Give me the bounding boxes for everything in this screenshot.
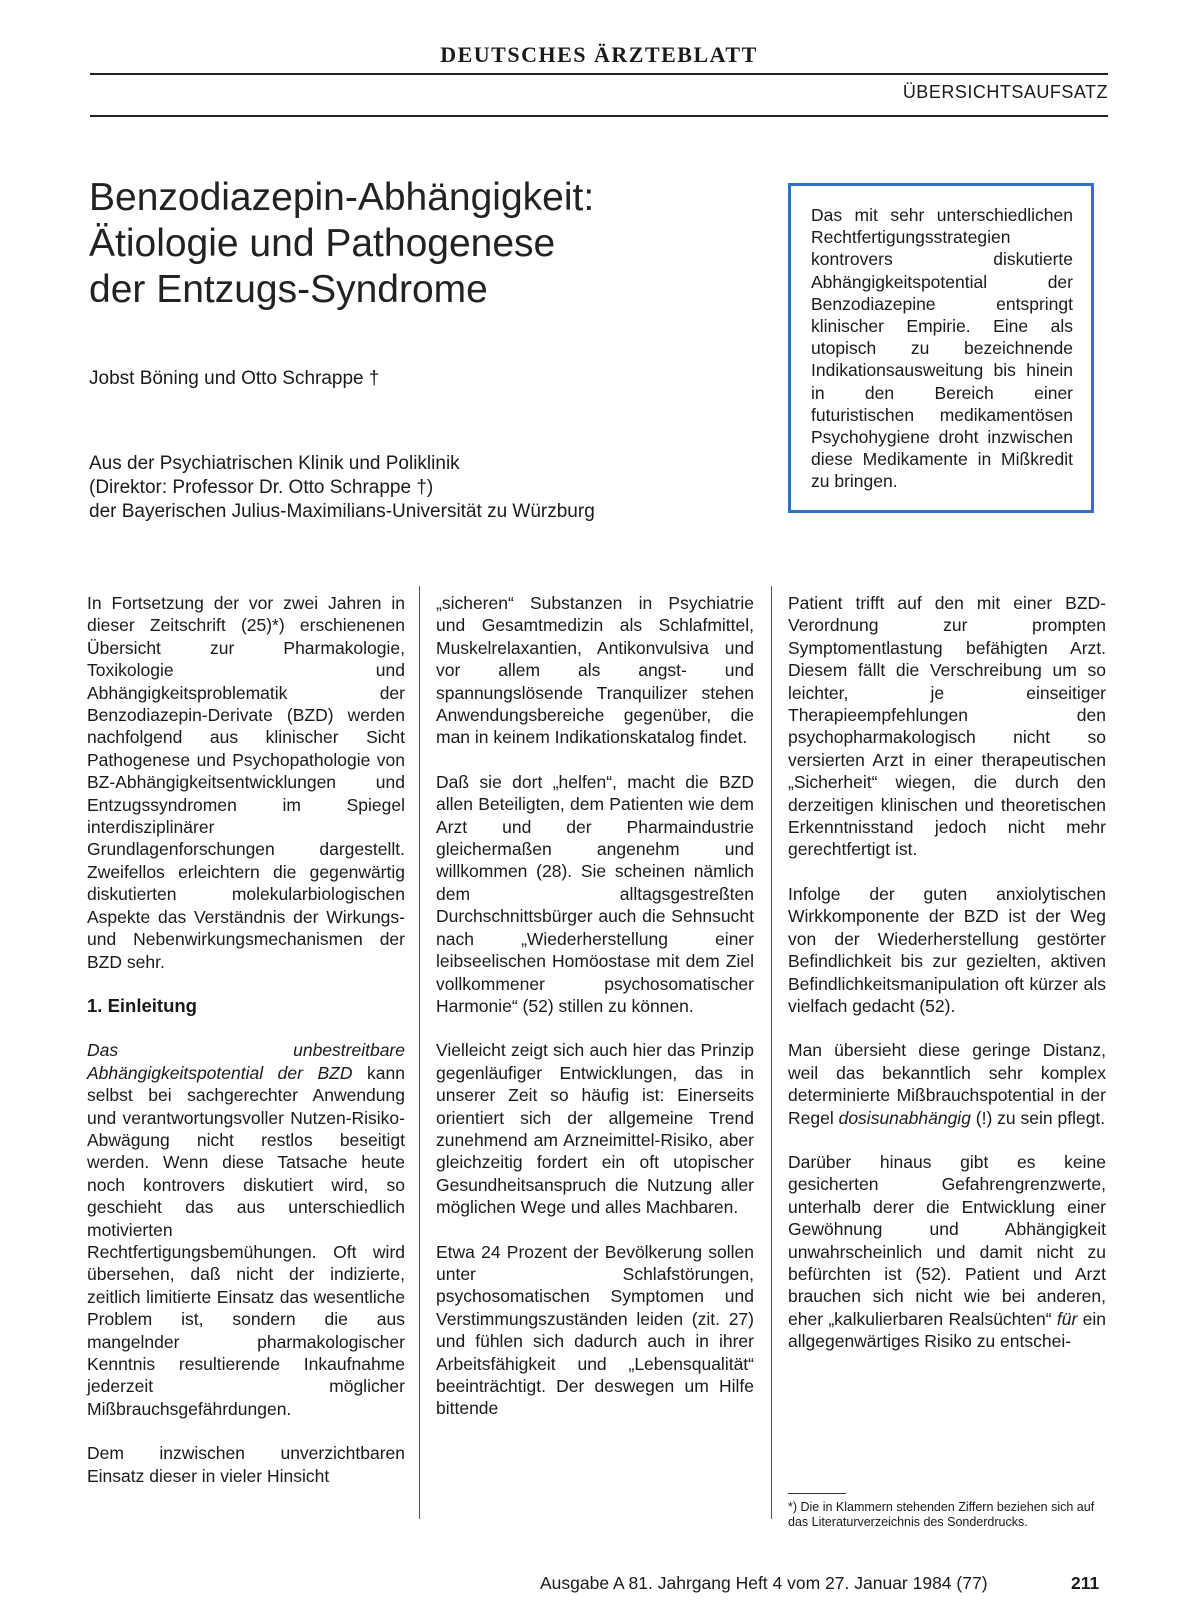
affiliation-line-1: Aus der Psychiatrischen Klinik und Poliklinik <box>89 453 460 474</box>
footnote-rule <box>788 1493 846 1494</box>
paragraph-text: (!) zu sein pflegt. <box>970 1107 1106 1128</box>
masthead: DEUTSCHES ÄRZTEBLATT <box>440 42 758 67</box>
column-separator <box>419 586 420 1519</box>
paragraph: Etwa 24 Prozent der Bevölkerung sollen unter Schlafstörungen, psychosomatischen Symptomen und Verstimmungszuständen leiden (zit. 27) und fühlen sich dadurch auch in ihrer Arbeitsfähigkeit und „Lebensqualität“ beeinträchtigt. Der deswegen um Hilfe bittende <box>436 1241 754 1419</box>
paragraph: Patient trifft auf den mit einer BZD-Verordnung zur prompten Symptomentlastung befähigten Arzt. Diesem fällt die Verschreibung um so leichter, je einseitiger Therapieempfehlungen den psychopharmakologisch nicht so versierten Arzt in einer therapeutischen „Sicherheit“ wiegen, die durch den derzeitigen klinischen und theoretischen Erkenntnisstand jedoch nicht mehr gerechtfertigt ist. <box>788 593 1106 860</box>
section-heading: 1. Einleitung <box>87 994 197 1016</box>
masthead-rule <box>90 73 1108 75</box>
column-2 <box>436 592 754 1442</box>
paragraph <box>788 1039 1106 1129</box>
column-separator <box>771 586 772 1519</box>
paragraph: Vielleicht zeigt sich auch hier das Prinzip gegenläufiger Entwicklungen, das in unserer Zeit so häufig ist: Einerseits orientiert sich der allgemeine Trend zunehmend am Arzneimittel-Risiko, aber gleichzeitig fordert ein oft utopischer Gesundheitsanspruch die Nutzung aller möglichen Wege und alles Machbaren. <box>436 1040 754 1218</box>
abstract-box: Das mit sehr unterschiedlichen Rechtfertigungsstrategien kontrovers diskutierte Abhängigkeitspotential der Benzodiazepine entspringt klinischer Empirie. Eine als utopisch zu bezeichnende Indikationsausweitung bis hinein in den Bereich einer futuristischen medikamentösen Psychohygiene droht inzwischen diese Medikamente in Mißkredit zu bringen. <box>788 183 1094 513</box>
affiliation-line-3: der Bayerischen Julius-Maximilians-Universität zu Würzburg <box>89 501 595 522</box>
paragraph <box>87 1039 405 1420</box>
emphasis: Das unbestreitbare Abhängigkeitspotential der BZD <box>87 1040 405 1083</box>
paragraph-text: ein allgegenwärtiges Risiko zu entschei- <box>788 1308 1107 1352</box>
issue-info: Ausgabe A 81. Jahrgang Heft 4 vom 27. Januar 1984 (77) <box>540 1573 988 1593</box>
paragraph <box>788 1151 1106 1353</box>
affiliation-line-2: (Direktor: Professor Dr. Otto Schrappe †) <box>89 477 434 498</box>
title-line-1: Benzodiazepin-Abhängigkeit: <box>89 176 595 219</box>
article-title <box>89 175 689 313</box>
paragraph: „sicheren“ Substanzen in Psychiatrie und Gesamtmedizin als Schlafmittel, Muskelrelaxantien, Antikonvulsiva und vor allem als angst- und spannungslösende Tranquilizer stehen Anwendungsbereiche gegenüber, die man in keinem Indikationskatalog findet. <box>436 593 754 748</box>
authors: Jobst Böning und Otto Schrappe † <box>89 368 380 389</box>
title-line-3: der Entzugs-Syndrome <box>89 268 488 311</box>
title-line-2: Ätiologie und Pathogenese <box>89 222 556 265</box>
paragraph-text: Man übersieht diese geringe Distanz, weil das bekanntlich sehr komplex determinierte Mißbrauchspotential in der Regel <box>788 1040 1106 1128</box>
paragraph: Infolge der guten anxiolytischen Wirkkomponente der BZD ist der Weg von der Wiederherstellung gestörter Befindlichkeit bis zur gezielten, aktiven Befindlichkeitsmanipulation oft kürzer als vielfach gedacht (52). <box>788 883 1106 1016</box>
emphasis: dosisunabhängig <box>838 1107 971 1128</box>
emphasis: für <box>1056 1308 1078 1329</box>
section-rule <box>90 115 1108 117</box>
paragraph: Dem inzwischen unverzichtbaren Einsatz dieser in vieler Hinsicht <box>87 1443 405 1486</box>
affiliation <box>89 452 595 524</box>
footnote: *) Die in Klammern stehenden Ziffern beziehen sich auf das Literaturverzeichnis des Sonderdrucks. <box>788 1500 1095 1529</box>
intro-paragraph: In Fortsetzung der vor zwei Jahren in dieser Zeitschrift (25)*) erschienenen Übersicht zur Pharmakologie, Toxikologie und Abhängigkeitsproblematik der Benzodiazepin-Derivate (BZD) werden nachfolgend aus klinischer Sicht Pathogenese und Psychopathologie von BZ-Abhängigkeitsentwicklungen und Entzugssyndromen im Spiegel interdisziplinärer Grundlagenforschungen dargestellt. Zweifellos erleichtern die gegenwärtig diskutierten molekularbiologischen Aspekte das Verständnis der Wirkungs- und Nebenwirkungsmechanismen der BZD sehr. <box>87 593 405 972</box>
paragraph-text: kann selbst bei sachgerechter Anwendung und verantwortungsvoller Nutzen-Risiko-Abwägung nicht restlos beseitigt werden. Wenn diese Tatsache heute noch kontrovers diskutiert wird, so geschieht das aus unterschiedlich motivierten Rechtfertigungsbemühungen. Oft wird übersehen, daß nicht der indizierte, zeitlich limitierte Einsatz das wesentliche Problem ist, sondern die aus mangelnder pharmakologischer Kenntnis resultierende Inkaufnahme jederzeit möglicher Mißbrauchsgefährdungen. <box>87 1062 405 1419</box>
column-1 <box>87 592 405 1509</box>
column-3 <box>788 592 1106 1375</box>
paragraph: Daß sie dort „helfen“, macht die BZD allen Beteiligten, dem Patienten wie dem Arzt und der Pharmaindustrie gleichermaßen angenehm und willkommen (28). Sie scheinen nämlich dem alltagsgestreßten Durchschnittsbürger auch die Sehnsucht nach „Wiederherstellung einer leibseelischen Homöostase mit dem Ziel vollkommener psychosomatischer Harmonie“ (52) stillen zu können. <box>436 771 754 1016</box>
paragraph-text: Darüber hinaus gibt es keine gesicherten Gefahrengrenzwerte, unterhalb derer die Entwicklung einer Gewöhnung und Abhängigkeit unwahrscheinlich und damit nicht zu befürchten ist (52). Patient und Arzt brauchen sich nicht wie bei anderen, eher „kalkulierbaren Realsüchten“ <box>788 1151 1106 1329</box>
section-label: ÜBERSICHTSAUFSATZ <box>902 82 1108 102</box>
page-number: 211 <box>1071 1573 1100 1593</box>
